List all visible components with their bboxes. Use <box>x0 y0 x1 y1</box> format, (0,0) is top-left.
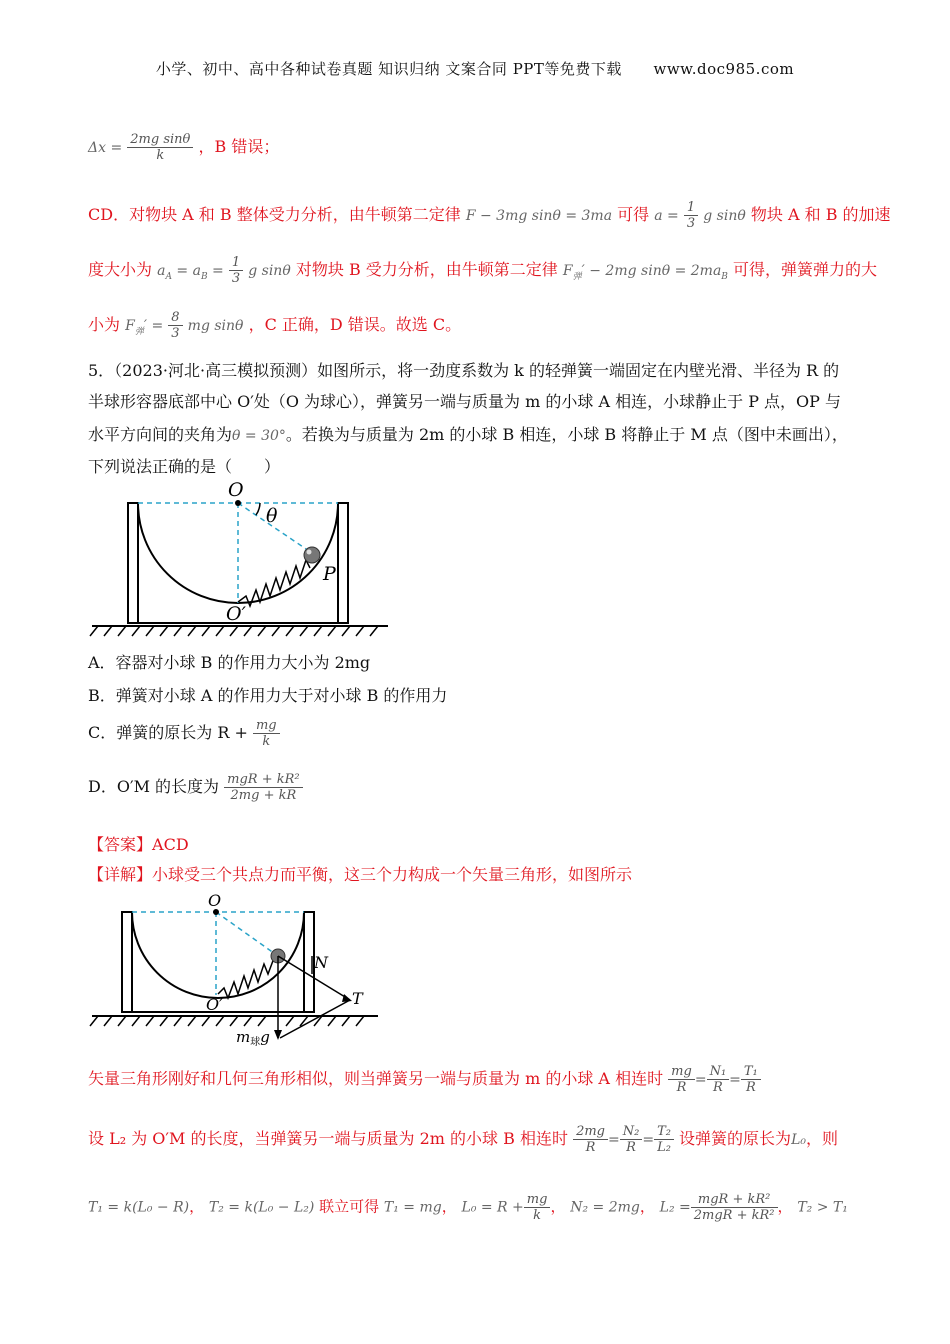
option-a: A．容器对小球 B 的作用力大小为 2mg <box>88 653 371 672</box>
label-O: O <box>228 479 244 501</box>
prev-line-4: 小为 $F_弹'$ = $\frac{8}{3}$ mg sinθ ，C 正确，D 错误。故选 C。 <box>88 310 462 341</box>
header-url: www.doc985.com <box>653 60 795 78</box>
solution-line-2: 设 L₂ 为 O′M 的长度，当弹簧另一端与质量为 2m 的小球 B 相连时 $\frac{2mg}{R}$ = $\frac{\text{N₂}}{R}$ = $\frac{\text{T₂}}{\text{L₂}}$ 设弹簧的原长为L₀，则 <box>88 1124 838 1155</box>
fig2-label-O: O <box>208 891 222 910</box>
frac-dx: $\frac{\text{2mg sinθ}}{k}$ <box>127 132 193 163</box>
figure-vector-triangle <box>88 890 388 1050</box>
answer-line: 【答案】ACD <box>88 835 189 854</box>
fig2-label-T: T <box>352 989 363 1008</box>
option-c: C．弹簧的原长为 R + $\frac{mg}{k}$ <box>88 718 280 749</box>
page-header <box>0 58 950 79</box>
solution-line-1: 矢量三角形刚好和几何三角形相似，则当弹簧另一端与质量为 m 的小球 A 相连时 $\frac{mg}{R}$ = $\frac{\text{N₁}}{R}$ = $\frac{\text{T₁}}{R}$ <box>88 1064 761 1095</box>
prev-line-2: CD．对物块 A 和 B 整体受力分析，由牛顿第二定律 F − 3mg sinθ = 3ma 可得 a = $\frac{1}{3}$ g sinθ 物块 A 和 B 的加速 <box>88 200 891 231</box>
label-O-prime: O′ <box>226 603 246 625</box>
header-text: 小学、初中、高中各种试卷真题 知识归纳 文案合同 PPT等免费下载 <box>155 60 622 78</box>
question-line-3: 水平方向间的夹角为θ = 30°。若换为与质量为 2m 的小球 B 相连，小球 B 将静止于 M 点（图中未画出）， <box>88 425 848 444</box>
fig2-label-O-prime: O′ <box>206 995 223 1014</box>
question-line-2: 半球形容器底部中心 O′处（O 为球心），弹簧另一端与质量为 m 的小球 A 相连，小球静止于 P 点，OP 与 <box>88 392 842 411</box>
label-theta: θ <box>266 505 278 527</box>
option-b: B．弹簧对小球 A 的作用力大于对小球 B 的作用力 <box>88 686 448 705</box>
prev-line-1 <box>88 132 279 163</box>
fig2-label-mg: $m_球g$ <box>236 1028 270 1048</box>
eq-delta-x: Δx = <box>88 140 123 156</box>
figure-hemisphere-1 <box>88 478 398 638</box>
b-wrong-text: ，B 错误； <box>198 137 280 156</box>
solution-line-3: T₁ = k(L₀ − R)， T₂ = k(L₀ − L₂) 联立可得 T₁ = mg， L₀ = R + $\frac{mg}{k}$ ， N₂ = 2mg， L₂ = $\frac{\text{mgR + kR²}}{\text{2mgR + kR²}}$ ， T₂ > T₁ <box>88 1192 848 1223</box>
option-d: D．O′M 的长度为 $\frac{\text{mgR + kR²}}{2mg + kR}$ <box>88 772 303 803</box>
fig2-label-N: N <box>314 953 328 972</box>
question-line-4: 下列说法正确的是（ ） <box>88 457 281 476</box>
prev-line-3: 度大小为 $a_A = a_B$ = $\frac{1}{3}$ g sinθ 对物块 B 受力分析，由牛顿第二定律 $F_弹' - 2mg$ $\sin\theta = 2ma_B$ 可得，弹簧弹力的大 <box>88 255 878 286</box>
label-P: P <box>323 563 336 585</box>
detail-line: 【详解】小球受三个共点力而平衡，这三个力构成一个矢量三角形，如图所示 <box>88 865 633 884</box>
question-line-1: 5．（2023·河北·高三模拟预测）如图所示，将一劲度系数为 k 的轻弹簧一端固定在内壁光滑、半径为 R 的 <box>88 361 840 380</box>
